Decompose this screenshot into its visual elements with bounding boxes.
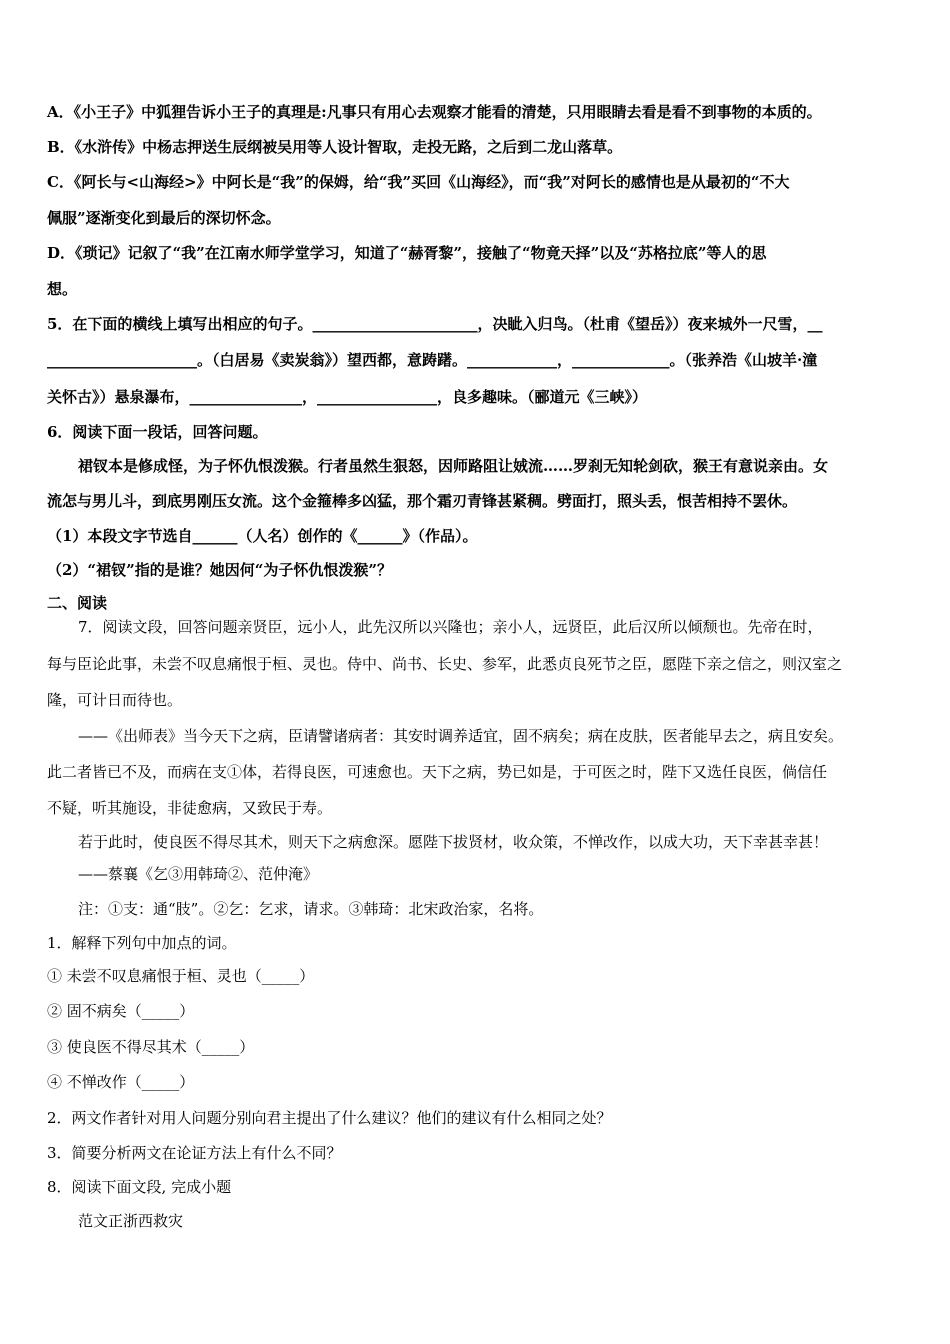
question-7-sub1-item1: ① 未尝不叹息痛恨于桓、灵也（_____） xyxy=(47,967,315,985)
question-5-line3: 关怀古》）悬泉瀑布，_______________，________________，良多趣味。（郦道元《三峡》） xyxy=(47,388,648,406)
option-a: A．《小王子》中狐狸告诉小王子的真理是:凡事只有用心去观察才能看的清楚，只用眼睛去看是看不到事物的本质的。 xyxy=(47,103,822,121)
question-6-title: 6．阅读下面一段话，回答问题。 xyxy=(47,423,268,441)
question-6-sub2: （2）“裙钗”指的是谁？她因何“为子怀仇恨泼猴”？ xyxy=(47,561,392,579)
question-8-passage-title: 范文正浙西救灾 xyxy=(78,1212,184,1230)
option-d-line2: 想。 xyxy=(47,280,78,298)
question-8-title: 8．阅读下面文段, 完成小题 xyxy=(47,1178,232,1196)
question-7-sub1: 1．解释下列句中加点的词。 xyxy=(47,934,237,952)
question-7-sub1-item3: ③ 使良医不得尽其术（_____） xyxy=(47,1038,255,1056)
question-7-sub1-item2: ② 固不病矣（_____） xyxy=(47,1002,195,1020)
question-7-note: 注：①支：通“肢”。②乞：乞求，请求。③韩琦：北宋政治家，名将。 xyxy=(78,900,544,918)
question-5-line1: 5．在下面的横线上填写出相应的句子。______________________，决眦入归鸟。（杜甫《望岳》）夜来城外一尺雪，__ xyxy=(47,315,823,333)
section-2-heading: 二、阅读 xyxy=(47,594,108,612)
question-7-source: ——蔡襄《乞③用韩琦②、范仲淹》 xyxy=(78,865,319,883)
question-7-passage2-line1: ——《出师表》当今天下之病，臣请譬诸病者：其安时调养适宜，固不病矣；病在皮肤，医者能早去之，病且安矣。 xyxy=(78,727,844,745)
question-6-sub1: （1）本段文字节选自______（人名）创作的《______》（作品）。 xyxy=(47,527,478,545)
question-7-passage1-line2: 每与臣论此事，未尝不叹息痛恨于桓、灵也。侍中、尚书、长史、参军，此悉贞良死节之臣，愿陛下亲之信之，则汉室之 xyxy=(47,655,843,673)
question-7-sub1-item4: ④ 不惮改作（_____） xyxy=(47,1073,195,1091)
question-7-passage1-line1: 7．阅读文段，回答问题亲贤臣，远小人，此先汉所以兴隆也；亲小人，远贤臣，此后汉所以倾颓也。先帝在时， xyxy=(78,618,823,636)
question-7-passage3: 若于此时，使良医不得尽其术，则天下之病愈深。愿陛下拔贤材，收众策，不惮改作，以成大功，天下幸甚幸甚！ xyxy=(78,833,829,851)
option-c-line1: C．《阿长与<山海经>》中阿长是“我”的保姆，给“我”买回《山海经》，而“我”对阿长的感情也是从最初的“不大 xyxy=(47,173,790,191)
option-d-line1: D．《琐记》记叙了“我”在江南水师学堂学习，知道了“赫胥黎”，接触了“物竟天择”以及“苏格拉底”等人的思 xyxy=(47,244,767,262)
question-7-passage2-line2: 此二者皆已不及，而病在支①体，若得良医，可速愈也。天下之病，势已如是，于可医之时，陛下又选任良医，倘信任 xyxy=(47,763,828,781)
option-b: B．《水浒传》中杨志押送生辰纲被吴用等人设计智取，走投无路，之后到二龙山落草。 xyxy=(47,138,623,156)
question-6-passage-line1: 裙钗本是修成怪，为子怀仇恨泼猴。行者虽然生狠怒，因师路阻让娀流……罗刹无知轮剑砍，猴王有意说亲由。女 xyxy=(78,457,829,475)
question-7-passage2-line3: 不疑，听其施设，非徒愈病，又致民于寿。 xyxy=(47,799,333,817)
question-7-passage1-line3: 隆，可计日而待也。 xyxy=(47,691,183,709)
question-5-line2: ____________________。（白居易《卖炭翁》）望西都，意踌躇。____________，_____________。（张养浩《山坡羊·潼 xyxy=(47,351,818,369)
question-7-sub3: 3．简要分析两文在论证方法上有什么不同？ xyxy=(47,1144,342,1162)
question-7-sub2: 2．两文作者针对用人问题分别向君主提出了什么建议？他们的建议有什么相同之处？ xyxy=(47,1109,612,1127)
option-c-line2: 佩服”逐渐变化到最后的深切怀念。 xyxy=(47,209,281,227)
question-6-passage-line2: 流怎与男儿斗，到底男刚压女流。这个金箍棒多凶猛，那个霜刃青锋甚紧稠。劈面打，照头丢，恨苦相持不罢休。 xyxy=(47,492,798,510)
